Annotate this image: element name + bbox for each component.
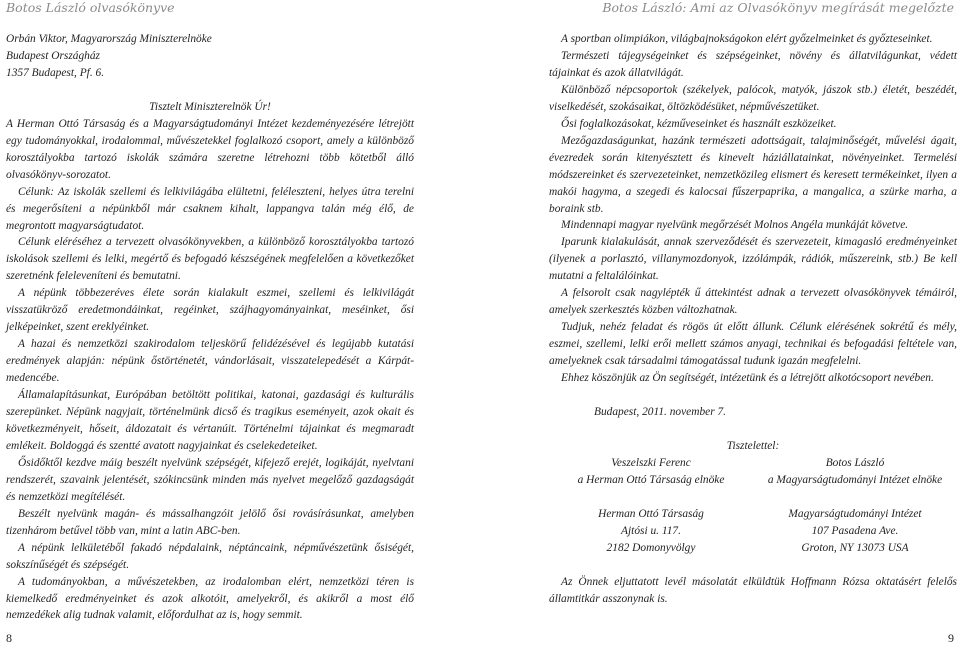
salutation: Tisztelt Miniszterelnök Úr! — [149, 100, 271, 113]
body-paragraph: A népünk többezeréves élete során kialakult eszmei, szellemi és lelkivilágát visszatükröző eredetmondáinkat, regéinket, szájhagyományainkat, meséinket, ősi jelképeinket, szent ereklyéinket. — [6, 287, 414, 334]
body-paragraph: Ősi foglalkozásokat, kézműveseinket és használt eszközeiket. — [561, 117, 837, 130]
address-line: Ajtósi u. 117. — [621, 524, 681, 537]
body-paragraph: A hazai és nemzetközi szakirodalom teljeskörű felidézésével és legújabb kutatási eredmények alapján: népünk őstörténetét, vándorlásait, visszatelepedését a Kárpát-medencébe. — [6, 338, 414, 385]
body-paragraph: Beszélt nyelvünk magán- és mássalhangzóit jelölő ősi rovásírásunkat, amelyben tizenhárom betűvel több van, mint a latin ABC-ben. — [6, 507, 414, 537]
body-paragraph: Mezőgazdaságunkat, hazánk természeti adottságait, talajminőségét, művelési ágait, évezredek során kitenyésztett és kinevelt háziállatainkat, növényeinket. Termelési módszereinket és szervezeteinket, nemzetközileg elismert és keresett termékeinket, ilyen a makói hagyma, a szegedi és kalocsai fűszerpaprika, a mangalica, a szürke marha, a boraink stb. — [549, 134, 957, 215]
address-line: Budapest Országház — [6, 49, 100, 62]
address-line: 1357 Budapest, Pf. 6. — [6, 66, 105, 79]
body-paragraph: Ehhez köszönjük az Ön segítségét, intézetünk és a létrejött alkotócsoport nevében. — [561, 372, 934, 385]
sender-addresses — [549, 506, 957, 557]
body-paragraph: A tudományokban, a művészetekben, az irodalomban elért, nemzetközi téren is kiemelkedő eredményeinket és azok alkotóit, amelyekről, és akikről a most élő nemzedékek alig tudnak valamit, előfordulhat az is, hogy semmit. — [6, 575, 414, 622]
page-number-right: 9 — [948, 631, 954, 645]
recipient-address — [6, 31, 414, 82]
address-line: Groton, NY 13073 USA — [801, 541, 909, 554]
address-line: Magyarságtudományi Intézet — [788, 507, 922, 520]
signatory-role: a Herman Ottó Társaság elnöke — [577, 473, 725, 486]
body-paragraph: Különböző népcsoportok (székelyek, palócok, matyók, jászok stb.) életét, beszédét, viselkedését, szokásaikat, öltözködésüket, népművészetüket. — [549, 83, 957, 113]
body-paragraph: Iparunk kialakulását, annak szerveződését és szervezeteit, kimagasló eredményeinket (ilyenek a porlasztó, villanymozdonyok, izzólámpák, rádiók, műszereink, stb.) Be kell mutatni a feltalálóinkat. — [549, 236, 957, 283]
cc-note: Az Önnek eljuttatott levél másolatát elküldtük Hoffmann Rózsa oktatásért felelős államtitkár asszonynak is. — [549, 575, 957, 605]
body-paragraph: A felsorolt csak nagylépték ű áttekintést adnak a tervezett olvasókönyvek témáiról, amelyek szerkesztés közben változhatnak. — [549, 287, 957, 317]
body-paragraph: Mindennapi magyar nyelvünk megőrzését Molnos Angéla munkáját követve. — [561, 219, 909, 232]
body-paragraph: A népünk lelkületéből fakadó népdalaink, néptáncaink, népművészetünk ősiségét, sokszínűségét és szépségét. — [6, 541, 414, 571]
body-paragraph: Természeti tájegységeinket és szépségeinket, növény és állatvilágunkat, védett tájainkat és azok állatvilágát. — [549, 49, 957, 79]
body-paragraph: Ősidőktől kezdve máig beszélt nyelvünk szépségét, kifejező erejét, logikáját, nyelvtani rendszerét, szavaink jelentését, szókincsünk minden más nyelvet megelőző gazdagságát és nemzetközi megítélését. — [6, 456, 414, 503]
signatory-name: Botos László — [825, 456, 885, 469]
address-line: Orbán Viktor, Magyarország Miniszterelnöke — [6, 33, 212, 45]
body-paragraph: A Herman Ottó Társaság és a Magyarságtudományi Intézet kezdeményezésére létrejött egy tudományokkal, irodalommal, művészetekkel foglalkozó csoport, amely a különböző korosztályokba tartozó iskolák számára szeretne létrehozni több kötetből álló olvasókönyv-sorozatot. — [6, 117, 414, 181]
signatory-name: Veszelszki Ferenc — [611, 456, 691, 469]
body-paragraph: Államalapításunkat, Európában betöltött politikai, katonai, gazdasági és kulturális szerepünket. Népünk nagyjait, történelmünk dicső és tragikus eseményeit, azok okait és következményeit, hőseit, áldozatait és vértanúit. Történelmi tájainkat és megmaradt emlékeit. Boldoggá és szentté avatott nagyjainkat és cselekedeteiket. — [6, 389, 414, 452]
address-line: 2182 Domonyvölgy — [606, 541, 696, 554]
left-column — [6, 31, 414, 624]
page-number-left: 8 — [6, 631, 12, 645]
body-paragraph: A sportban olimpiákon, világbajnokságokon elért győzelmeinket és győzteseinket. — [561, 33, 933, 45]
body-paragraph: Célunk eléréséhez a tervezett olvasókönyvekben, a különböző korosztályokba tartozó iskolások szellemi és lelki, megértő és befogadó készségének megfelelően a következőket szeretnénk feleleveníteni és bemutatni. — [6, 236, 414, 283]
signatory-role: a Magyarságtudományi Intézet elnöke — [767, 473, 943, 486]
address-line: 107 Pasadena Ave. — [811, 524, 899, 537]
letter-date: Budapest, 2011. november 7. — [594, 406, 727, 419]
signatures — [549, 455, 957, 489]
body-paragraph: Tudjuk, nehéz feladat és rögös út előtt állunk. Célunk elérésének sokrétű és mély, eszmei, szellemi, lelki erői mellett számos anyagi, technikai és befogadási feltétele van, amelyeknek csak társadalmi támogatással tudunk igazán megfelelni. — [549, 321, 957, 368]
right-column — [549, 31, 957, 608]
closing-phrase: Tisztelettel: — [726, 439, 780, 452]
address-line: Herman Ottó Társaság — [598, 507, 704, 520]
running-head-right: Botos László: Ami az Olvasókönyv megírását megelőzte — [602, 0, 954, 15]
running-head-left: Botos László olvasókönyve — [6, 0, 175, 15]
body-paragraph: Célunk: Az iskolák szellemi és lelkivilágába elültetni, feléleszteni, helyes útra terelni és megerősíteni a népünkből már csaknem kihalt, lappangva talán még élő, de megrontott magyarságtudatot. — [6, 185, 414, 232]
